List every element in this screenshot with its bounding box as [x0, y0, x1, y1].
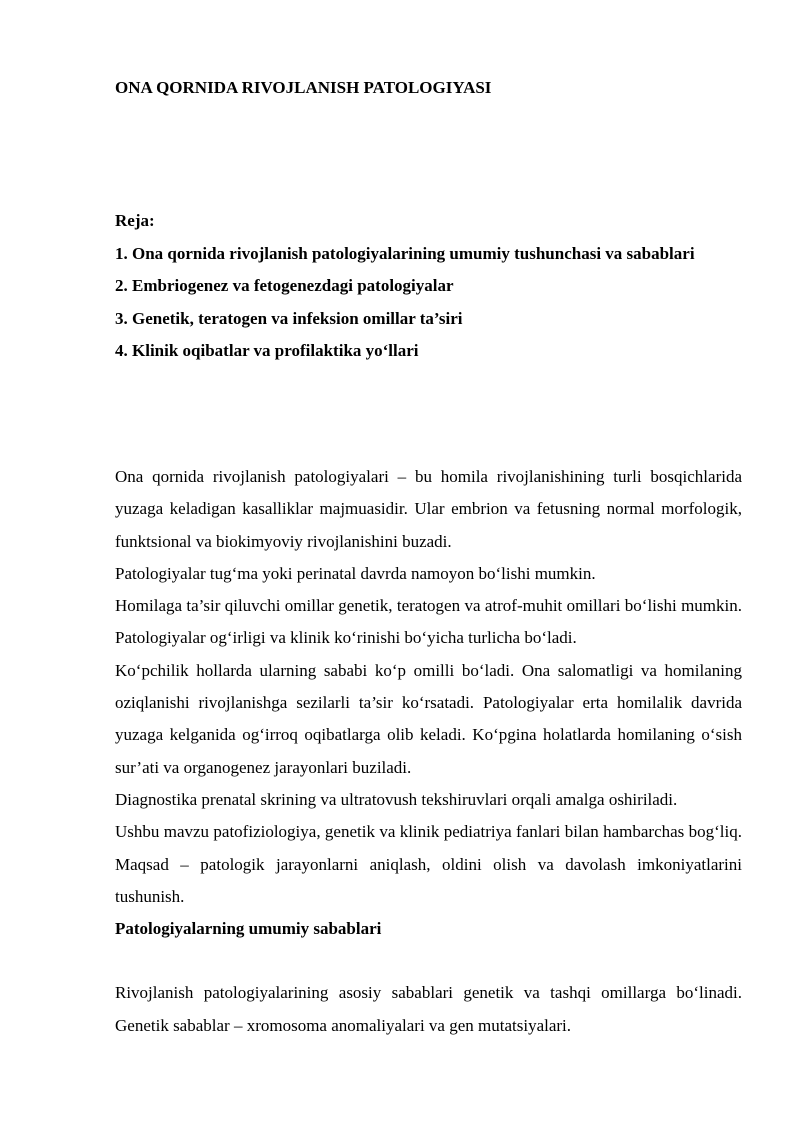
plan-section — [115, 205, 742, 368]
body-paragraph: Ushbu mavzu patofiziologiya, genetik va klinik pediatriya fanlari bilan hambarchas bog‘liq. Maqsad – patologik jarayonlarni aniqlash, oldini olish va davolash imkoniyatlarini tushunish. — [115, 822, 742, 906]
plan-item: 3. Genetik, teratogen va infeksion omillar ta’siri — [115, 308, 463, 328]
body-paragraph: Patologiyalar tug‘ma yoki perinatal davrda namoyon bo‘lishi mumkin. — [115, 563, 596, 583]
body-paragraph: Diagnostika prenatal skrining va ultratovush tekshiruvlari orqali amalga oshiriladi. — [115, 789, 678, 809]
document-body — [115, 461, 742, 1042]
section-paragraph: Rivojlanish patologiyalarining asosiy sabablari genetik va tashqi omillarga bo‘linadi. Genetik sabablar – xromosoma anomaliyalari va gen mutatsiyalari. — [115, 983, 742, 1035]
section-spacer — [115, 945, 742, 977]
section-heading: Patologiyalarning umumiy sabablari — [115, 919, 382, 939]
plan-item: 2. Embriogenez va fetogenezdagi patologiyalar — [115, 276, 454, 295]
body-paragraph: Ona qornida rivojlanish patologiyalari – bu homila rivojlanishining turli bosqichlarida yuzaga keladigan kasalliklar majmuasidir. Ular embrion va fetusning normal morfologik, funktsional va biokimyoviy rivojlanishini buzadi. — [115, 467, 742, 551]
document-title: ONA QORNIDA RIVOJLANISH PATOLOGIYASI — [115, 78, 492, 97]
body-paragraph: Homilaga ta’sir qiluvchi omillar genetik, teratogen va atrof-muhit omillari bo‘lishi mumkin. Patologiyalar og‘irligi va klinik ko‘rinishi bo‘yicha turlicha bo‘ladi. — [115, 596, 742, 648]
plan-item: 1. Ona qornida rivojlanish patologiyalarining umumiy tushunchasi va sabablari — [115, 243, 695, 263]
plan-heading: Reja: — [115, 211, 155, 230]
body-paragraph: Ko‘pchilik hollarda ularning sababi ko‘p omilli bo‘ladi. Ona salomatligi va homilaning oziqlanishi rivojlanishga sezilarli ta’sir ko‘rsatadi. Patologiyalar erta homilalik davrida yuzaga kelganida og‘irroq oqibatlarga olib keladi. Ko‘pgina holatlarda homilaning o‘sish sur’ati va organogenez jarayonlari buziladi. — [115, 660, 742, 777]
plan-item: 4. Klinik oqibatlar va profilaktika yo‘llari — [115, 341, 419, 360]
